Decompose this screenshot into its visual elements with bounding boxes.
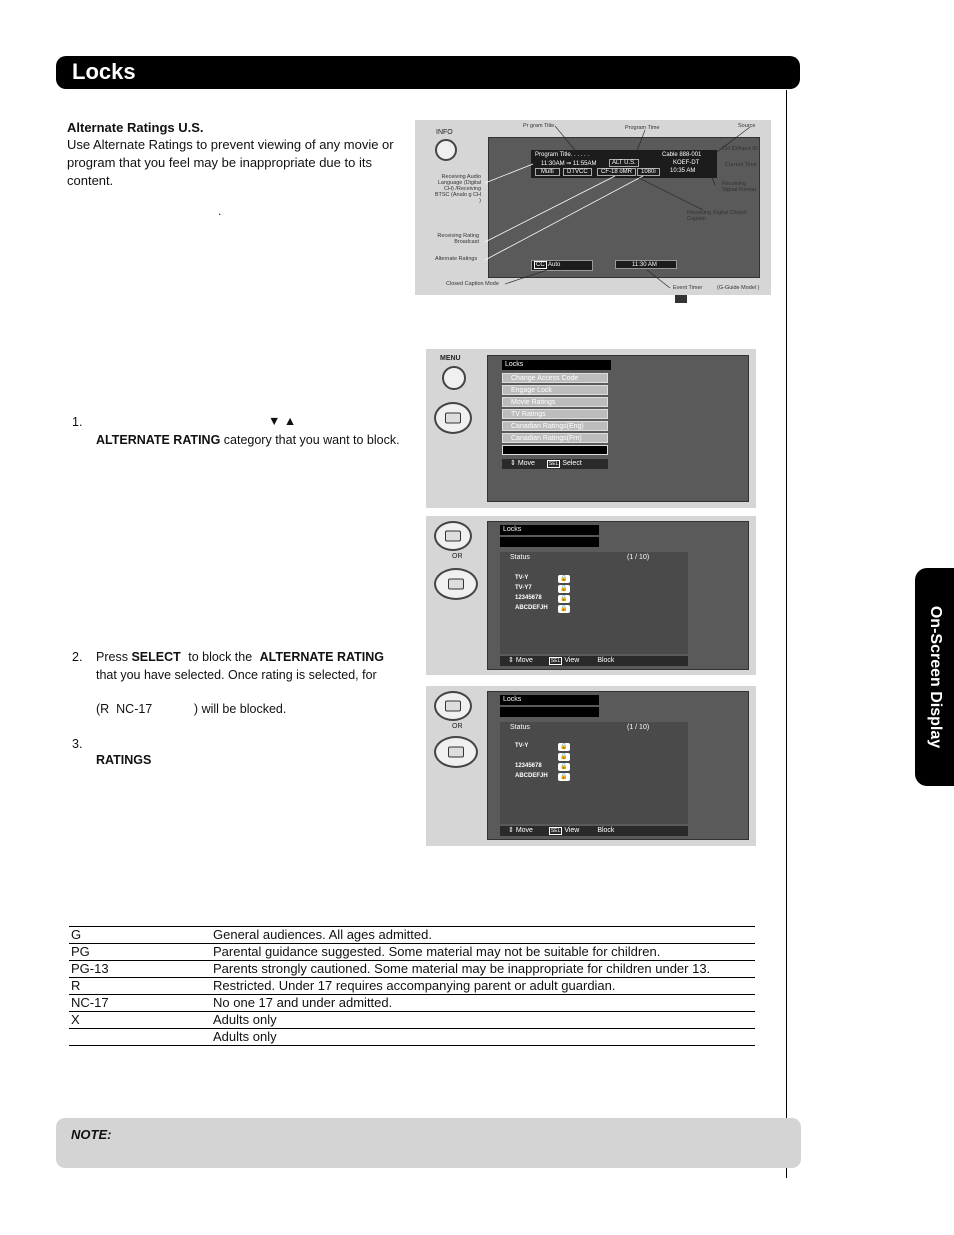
timer-label: 11:30 AM: [632, 262, 657, 268]
rating-item[interactable]: ABCDEFJH: [515, 605, 548, 611]
side-tab: [915, 568, 954, 786]
menu-item-canadian-eng[interactable]: Canadian Ratings(Eng): [502, 421, 608, 431]
table-row: [69, 1012, 755, 1029]
section-description: Use Alternate Ratings to prevent viewing of any movie or program that you feel may be inappropriate due to its content.: [67, 137, 394, 188]
table-row: [69, 944, 755, 961]
page-title-bar: [56, 56, 800, 89]
table-row: [69, 1029, 755, 1046]
table-row: [69, 995, 755, 1012]
menu-remote-label: MENU: [440, 355, 461, 362]
move-icon: ⇕: [508, 657, 514, 664]
lock-icon[interactable]: 🔒: [558, 585, 570, 593]
ratings-1-subtitle-bar: [500, 537, 599, 547]
step-3-number: 3.: [72, 737, 83, 751]
lock-icon[interactable]: 🔒: [558, 773, 570, 781]
step-1-number: 1.: [72, 415, 83, 429]
callout-program-title: Pr gram Title: [523, 123, 555, 129]
menu-item-alternate[interactable]: [502, 445, 608, 455]
banner-station: KOEF-DT: [673, 160, 700, 166]
rating-desc: Adults only: [211, 1029, 755, 1046]
exit-button-icon[interactable]: [434, 691, 472, 721]
ratings-tv-screen-2: [487, 691, 749, 840]
lock-icon[interactable]: 🔒: [558, 763, 570, 771]
menu-item-canadian-frn[interactable]: Canadian Ratings(Frn): [502, 433, 608, 443]
callout-source: Source: [738, 123, 756, 129]
callout-ch-id: CH ID/Input ID: [722, 146, 758, 152]
rating-item[interactable]: 12345678: [515, 763, 542, 769]
exit-button-icon[interactable]: [434, 521, 472, 551]
g-guide-icon: [675, 295, 687, 303]
rating-code: [69, 1029, 211, 1046]
sel-icon: SEL: [548, 461, 559, 467]
menu-item-movie-ratings[interactable]: Movie Ratings: [502, 397, 608, 407]
menu-osd-title: Locks: [502, 360, 611, 370]
ratings-2-footer-block: Block: [597, 827, 615, 834]
step-2-bold: ALTERNATE RATING: [259, 650, 384, 664]
ratings-1-title: Locks: [500, 525, 599, 535]
dpad-icon-3[interactable]: [434, 736, 478, 768]
menu-item-engage-lock[interactable]: Engage Lock: [502, 385, 608, 395]
menu-tv-screen: [487, 355, 749, 502]
step-2-line3: (R NC-17 ) will be blocked.: [96, 702, 287, 716]
rating-code: G: [69, 927, 211, 944]
or-label-2: OR: [452, 723, 463, 730]
table-row: [69, 927, 755, 944]
callout-event-timer: Event Timer: [673, 285, 703, 291]
lock-icon[interactable]: 🔒: [558, 753, 570, 761]
ratings-2-footer-view: View: [564, 827, 580, 834]
ratings-1-status: Status: [510, 554, 530, 561]
ratings-2-status: Status: [510, 724, 530, 731]
banner-cable: Cable 888-001: [662, 152, 702, 158]
rating-item[interactable]: TV-Y7: [515, 585, 532, 591]
ratings-tv-screen-1: [487, 521, 749, 670]
callout-rating-broadcast: Receiving Rating Broadcast: [437, 233, 479, 245]
step-1-bold: ALTERNATE RATING: [96, 433, 221, 447]
callout-program-time: Program Time: [625, 125, 660, 131]
side-tab-label: On-Screen Display: [926, 605, 944, 749]
sel-icon: SEL: [550, 658, 561, 664]
step-2-select: SELECT: [131, 650, 181, 664]
step-1-arrows: ▼ ▲: [268, 414, 297, 428]
section-heading: Alternate Ratings U.S.: [67, 120, 204, 135]
stray-dot: .: [218, 204, 222, 218]
ratings-1-page: (1 / 10): [627, 554, 650, 561]
ratings-screen-1-panel: [426, 516, 756, 675]
dpad-icon-2[interactable]: [434, 568, 478, 600]
callout-current-time: Current Time: [725, 162, 757, 168]
ratings-2-title: Locks: [500, 695, 599, 705]
rating-desc: No one 17 and under admitted.: [211, 995, 755, 1012]
banner-rating: CF-18 oMR: [597, 168, 636, 176]
banner-format: 1080i: [637, 168, 660, 176]
menu-item-change-access-code[interactable]: Change Access Code: [502, 373, 608, 383]
rating-code: NC-17: [69, 995, 211, 1012]
rating-item[interactable]: TV-Y: [515, 575, 529, 581]
menu-footer: [502, 459, 608, 469]
banner-alt: ALT U.S.: [609, 159, 639, 167]
rating-item[interactable]: TV-Y: [515, 743, 529, 749]
move-icon: ⇕: [508, 827, 514, 834]
banner-audio: Multi: [535, 168, 560, 176]
callout-alternate-ratings: Alternate Ratings: [435, 256, 478, 262]
callout-cc-mode: Closed Caption Mode: [446, 281, 499, 287]
ratings-1-footer-move: Move: [515, 657, 533, 664]
menu-item-tv-ratings[interactable]: TV Ratings: [502, 409, 608, 419]
ratings-1-list-box: [500, 552, 688, 654]
rating-code: R: [69, 978, 211, 995]
step-2-line2: that you have selected. Once rating is selected, for: [96, 668, 377, 682]
lock-icon[interactable]: 🔒: [558, 575, 570, 583]
menu-footer-move: Move: [517, 460, 535, 467]
info-label: INFO: [436, 129, 453, 136]
banner-current-time: 10:35 AM: [670, 168, 696, 174]
step-1-text: category that you want to block.: [223, 433, 400, 447]
table-row: [69, 978, 755, 995]
menu-screen-panel: [426, 349, 756, 508]
banner-cc: DTVCC: [563, 168, 592, 176]
sel-icon: SEL: [550, 828, 561, 834]
cc-icon: CC: [536, 262, 545, 268]
callout-digital-cc: Receiving Digital Closed Caption: [687, 210, 747, 222]
banner-program-title: Program Title. . . . . .: [535, 152, 590, 158]
page-title: Locks: [72, 59, 136, 84]
rating-desc: General audiences. All ages admitted.: [211, 927, 755, 944]
ratings-1-footer-view: View: [564, 657, 580, 664]
step-2-press: Press: [96, 650, 128, 664]
ratings-2-footer-move: Move: [515, 827, 533, 834]
step-3-bold: RATINGS: [96, 753, 152, 767]
rating-desc: Restricted. Under 17 requires accompanying parent or adult guardian.: [211, 978, 755, 995]
step-2-text: to block the: [188, 650, 253, 664]
ratings-1-footer-block: Block: [597, 657, 615, 664]
rating-code: X: [69, 1012, 211, 1029]
table-row: [69, 961, 755, 978]
ratings-2-subtitle-bar: [500, 707, 599, 717]
lock-icon[interactable]: 🔒: [558, 595, 570, 603]
move-icon: ⇕: [510, 460, 516, 467]
ratings-2-page: (1 / 10): [627, 724, 650, 731]
menu-button-icon[interactable]: [442, 366, 466, 390]
rating-item[interactable]: ABCDEFJH: [515, 773, 548, 779]
callout-g-guide: (G-Guide Model ): [717, 285, 760, 291]
info-diagram: [415, 120, 771, 295]
banner-time-range: 11:30AM ⇒ 11:55AM: [541, 161, 597, 167]
callout-lines-svg: [415, 120, 771, 295]
menu-footer-select: Select: [562, 460, 582, 467]
rating-desc: Adults only: [211, 1012, 755, 1029]
step-2-number: 2.: [72, 650, 83, 664]
cc-mode-label: Auto: [548, 262, 561, 268]
lock-icon[interactable]: 🔒: [558, 605, 570, 613]
rating-code: PG: [69, 944, 211, 961]
note-label: NOTE:: [71, 1127, 112, 1142]
lock-icon[interactable]: 🔒: [558, 743, 570, 751]
ratings-table: [69, 926, 755, 1046]
note-box: [56, 1118, 801, 1168]
dpad-icon[interactable]: [434, 402, 472, 434]
callout-signal-format: Receiving Signal Format: [722, 181, 757, 193]
divider-line: [786, 90, 787, 1178]
callout-audio-language: Receiving Audio Language (Digital CH) /Receiving BTSC (Analo g CH ): [434, 174, 481, 204]
ratings-screen-2-panel: [426, 686, 756, 846]
or-label-1: OR: [452, 553, 463, 560]
rating-item[interactable]: 12345678: [515, 595, 542, 601]
rating-desc: Parental guidance suggested. Some material may not be suitable for children.: [211, 944, 755, 961]
rating-desc: Parents strongly cautioned. Some material may be inappropriate for children under 13.: [211, 961, 755, 978]
ratings-2-footer: [500, 826, 688, 836]
rating-code: PG-13: [69, 961, 211, 978]
ratings-1-footer: [500, 656, 688, 666]
